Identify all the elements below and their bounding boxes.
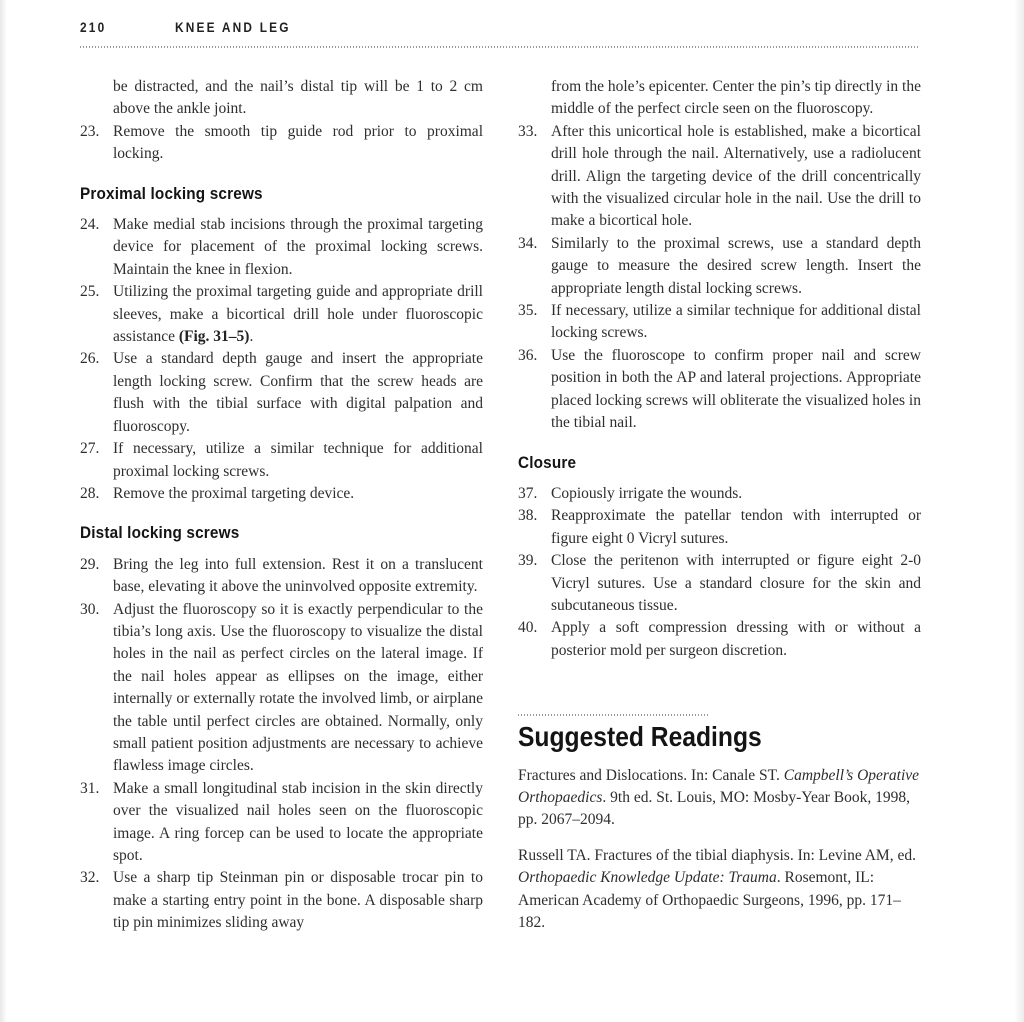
item-text: Utilizing the proximal targeting guide and appropriate drill sleeves, make a bicortical drill hole under fluoroscopic assistance bbox=[113, 283, 483, 346]
item-text: Copiously irrigate the wounds. bbox=[551, 484, 743, 502]
page-number: 210 bbox=[80, 20, 107, 35]
readings-rule bbox=[518, 714, 708, 716]
section-heading-closure: Closure bbox=[518, 452, 577, 472]
list-item-29 bbox=[80, 554, 483, 599]
list-item-30 bbox=[80, 599, 483, 778]
list-item-33 bbox=[518, 121, 921, 233]
item-number: 36. bbox=[518, 346, 538, 364]
item-number: 31. bbox=[80, 779, 100, 797]
list-item-26 bbox=[80, 348, 483, 438]
list-item-24 bbox=[80, 214, 483, 281]
item-number: 40. bbox=[518, 619, 538, 637]
item-text: Bring the leg into full extension. Rest it on a translucent base, elevating it above the uninvolved opposite extremity. bbox=[113, 555, 483, 596]
list-item-38 bbox=[518, 505, 921, 550]
list-item-35 bbox=[518, 300, 921, 345]
page-edge-shadow-left bbox=[0, 0, 6, 1022]
section-heading-proximal-locking-screws: Proximal locking screws bbox=[80, 183, 263, 203]
item-text: If necessary, utilize a similar technique for additional distal locking screws. bbox=[551, 302, 921, 342]
item-number: 26. bbox=[80, 350, 100, 368]
item-number: 25. bbox=[80, 283, 100, 301]
item-text: . bbox=[249, 328, 254, 346]
item-number: 35. bbox=[518, 302, 538, 320]
continuation-paragraph: from the hole’s epicenter. Center the pin’s tip directly in the middle of the perfect circle seen on the fluoroscopy. bbox=[551, 78, 921, 118]
item-number: 30. bbox=[80, 600, 100, 618]
item-number: 32. bbox=[80, 869, 100, 887]
list-item-32 bbox=[80, 867, 483, 934]
item-text: If necessary, utilize a similar technique for additional proximal locking screws. bbox=[113, 440, 483, 480]
item-text: Adjust the fluoroscopy so it is exactly perpendicular to the tibia’s long axis. Use the fluoroscopy to visualize the distal holes in the nail as perfect circles on the lateral image. If the nail holes appear as ellipses on the image, either internally or externally rotate the involved limb, or airplane the table until perfect circles are obtained. Normally, only small patient position adjustments are necessary to achieve flawless image circles. bbox=[113, 600, 483, 775]
list-item-31 bbox=[80, 778, 483, 868]
item-text: Apply a soft compression dressing with or without a posterior mold per surgeon discretion. bbox=[551, 619, 921, 659]
page-header bbox=[80, 20, 918, 42]
list-item-28 bbox=[80, 483, 483, 505]
item-text: Remove the proximal targeting device. bbox=[113, 484, 355, 502]
list-item-40 bbox=[518, 617, 921, 662]
figure-reference: (Fig. 31–5) bbox=[178, 328, 250, 346]
item-text: Use the fluoroscope to confirm proper nail and screw position in both the AP and lateral projections. Appropriate placed locking screws will obliterate the visualized holes in the tibial nail. bbox=[551, 346, 921, 432]
reference-1: Fractures and Dislocations. In: Canale ST. Campbell’s Operative Orthopaedics. 9th ed. St. Louis, MO: Mosby-Year Book, 1998, pp. 2067–2094. bbox=[518, 766, 920, 829]
book-title: Orthopaedic Knowledge Update: Trauma bbox=[518, 869, 777, 887]
item-text: Reapproximate the patellar tendon with interrupted or figure eight 0 Vicryl sutures. bbox=[551, 507, 921, 547]
item-text: After this unicortical hole is established, make a bicortical drill hole through the nail. Alternatively, use a radiolucent drill. Align the targeting device of the drill concentrically with the visualized circular hole in the nail. Use the drill to make a bicortical hole. bbox=[551, 122, 921, 230]
item-text: Use a standard depth gauge and insert the appropriate length locking screw. Confirm that the screw heads are flush with the tibial surface with digital palpation and fluoroscopy. bbox=[113, 350, 483, 435]
header-rule bbox=[80, 46, 918, 48]
right-column bbox=[518, 76, 921, 947]
list-item-23 bbox=[80, 121, 483, 166]
page-edge-shadow-right bbox=[1014, 0, 1024, 1022]
list-item-39 bbox=[518, 550, 921, 617]
item-number: 28. bbox=[80, 484, 100, 502]
item-text: Use a sharp tip Steinman pin or disposable trocar pin to make a starting entry point in the bone. A disposable sharp tip pin minimizes sliding away bbox=[113, 869, 483, 932]
item-number: 23. bbox=[80, 122, 100, 140]
list-item-37 bbox=[518, 483, 921, 505]
item-text: Remove the smooth tip guide rod prior to proximal locking. bbox=[113, 122, 483, 163]
item-number: 33. bbox=[518, 122, 538, 140]
suggested-readings-title: Suggested Readings bbox=[518, 721, 762, 753]
list-item-34 bbox=[518, 233, 921, 300]
reference-2: Russell TA. Fractures of the tibial diaphysis. In: Levine AM, ed. Orthopaedic Knowledge Update: Trauma. Rosemont, IL: American Academy of Orthopaedic Surgeons, 1996, pp. 171–182. bbox=[518, 846, 916, 931]
item-number: 39. bbox=[518, 552, 538, 570]
item-text: Similarly to the proximal screws, use a standard depth gauge to measure the desired screw length. Insert the appropriate length distal locking screws. bbox=[551, 234, 921, 297]
item-text: Make medial stab incisions through the proximal targeting device for placement of the proximal locking screws. Maintain the knee in flexion. bbox=[113, 216, 483, 278]
item-text: Close the peritenon with interrupted or figure eight 2-0 Vicryl sutures. Use a standard closure for the skin and subcutaneous tissue. bbox=[551, 552, 921, 614]
running-head: KNEE AND LEG bbox=[175, 20, 291, 35]
item-number: 37. bbox=[518, 484, 538, 502]
item-number: 24. bbox=[80, 216, 100, 234]
continuation-paragraph: be distracted, and the nail’s distal tip will be 1 to 2 cm above the ankle joint. bbox=[113, 78, 483, 118]
item-number: 34. bbox=[518, 234, 538, 252]
book-title: Campbell’s Operative Orthopaedics bbox=[518, 766, 920, 806]
left-column bbox=[80, 76, 483, 935]
list-item-25 bbox=[80, 281, 483, 348]
list-item-36 bbox=[518, 345, 921, 435]
item-text: Make a small longitudinal stab incision in the skin directly over the visualized nail holes seen on the fluoroscopic image. A ring forcep can be used to locate the appropriate spot. bbox=[113, 779, 483, 864]
section-heading-distal-locking-screws: Distal locking screws bbox=[80, 523, 240, 543]
item-number: 29. bbox=[80, 555, 100, 573]
suggested-readings-section bbox=[518, 714, 921, 934]
item-number: 38. bbox=[518, 507, 538, 525]
list-item-27 bbox=[80, 438, 483, 483]
item-number: 27. bbox=[80, 440, 100, 458]
